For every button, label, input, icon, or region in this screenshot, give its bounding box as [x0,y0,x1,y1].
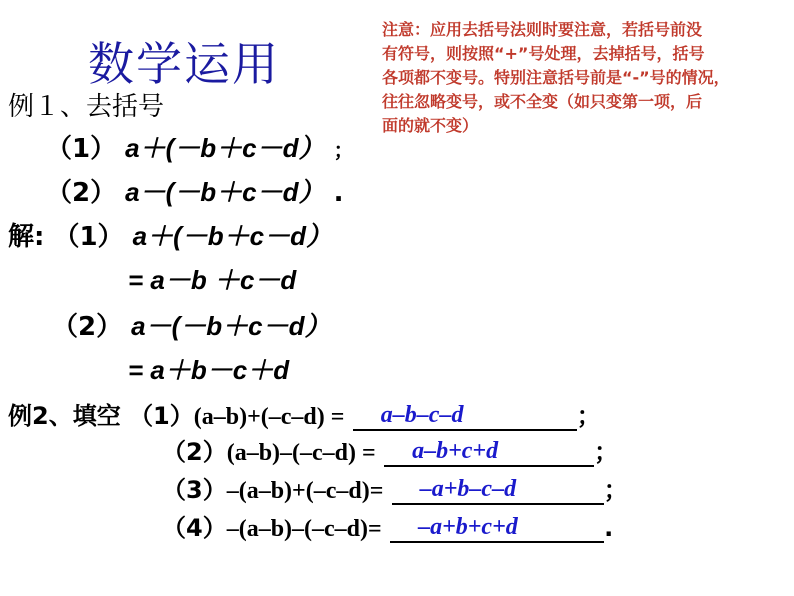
answer-text: a–b–c–d [380,402,464,428]
item-label: （3） [162,476,227,504]
item-end: ； [576,402,601,430]
item-expression: (a–b)–(–c–d) = [226,440,376,466]
item-label: （4） [162,514,227,542]
item-end: . [604,514,614,542]
question-end: ； [333,138,354,162]
item-expression: (a–b)+(–c–d) = [193,404,345,430]
answer-blank [384,439,594,467]
answer-blank [390,515,604,543]
question-end: . [333,178,344,208]
item-expression: –(a–b)+(–c–d)= [226,478,384,504]
example2-item-3 [162,470,628,505]
solution-label: 解: [8,222,45,252]
solution-result-2: = a＋b－c＋d [128,355,290,385]
solution-step-label: （2） [52,312,123,342]
item-end: ； [594,438,619,466]
example1-heading: 例１、去括号 [8,92,165,122]
item-label: （1） [129,402,194,430]
page-title: 数学运用 [88,37,280,91]
solution-expression: a＋(－b＋c－d） [132,221,332,251]
note-line: 有符号，则按照“+”号处理，去掉括号，括号 [382,44,705,63]
example2-item-1 [8,396,601,431]
item-label: （2） [162,438,227,466]
question-expression: a－(－b＋c－d） [125,177,325,207]
note-line: 面的就不变） [382,116,479,135]
solution-expression: a－(－b＋c－d） [131,311,331,341]
solution-step-2 [52,306,331,343]
answer-text: a–b+c+d [412,438,499,464]
solution-step-label: （1） [53,222,124,252]
example2-heading: 例2、填空 [8,402,121,430]
answer-text: –a+b+c+d [418,514,518,540]
question-expression: a＋(－b＋c－d） [125,133,325,163]
answer-blank [392,477,604,505]
question-label: （1） [46,134,117,164]
item-expression: –(a–b)–(–c–d)= [226,516,382,542]
solution-result-1: = a－b ＋c－d [128,265,297,295]
example1-question-1 [46,128,354,165]
question-label: （2） [46,178,117,208]
example2-item-4 [162,508,613,543]
note-line: 各项都不变号。特别注意括号前是“-”号的情况， [382,68,730,87]
note-line: 注意：应用去括号法则时要注意，若括号前没 [382,20,703,39]
answer-text: –a+b–c–d [419,476,517,502]
note-line: 往往忽略变号，或不全变（如只变第一项，后 [382,92,703,111]
caution-note [382,18,792,138]
example1-question-2 [46,172,343,209]
solution-step-1 [8,216,332,253]
example2-item-2 [162,432,618,467]
answer-blank [353,403,577,431]
item-end: ； [603,476,628,504]
